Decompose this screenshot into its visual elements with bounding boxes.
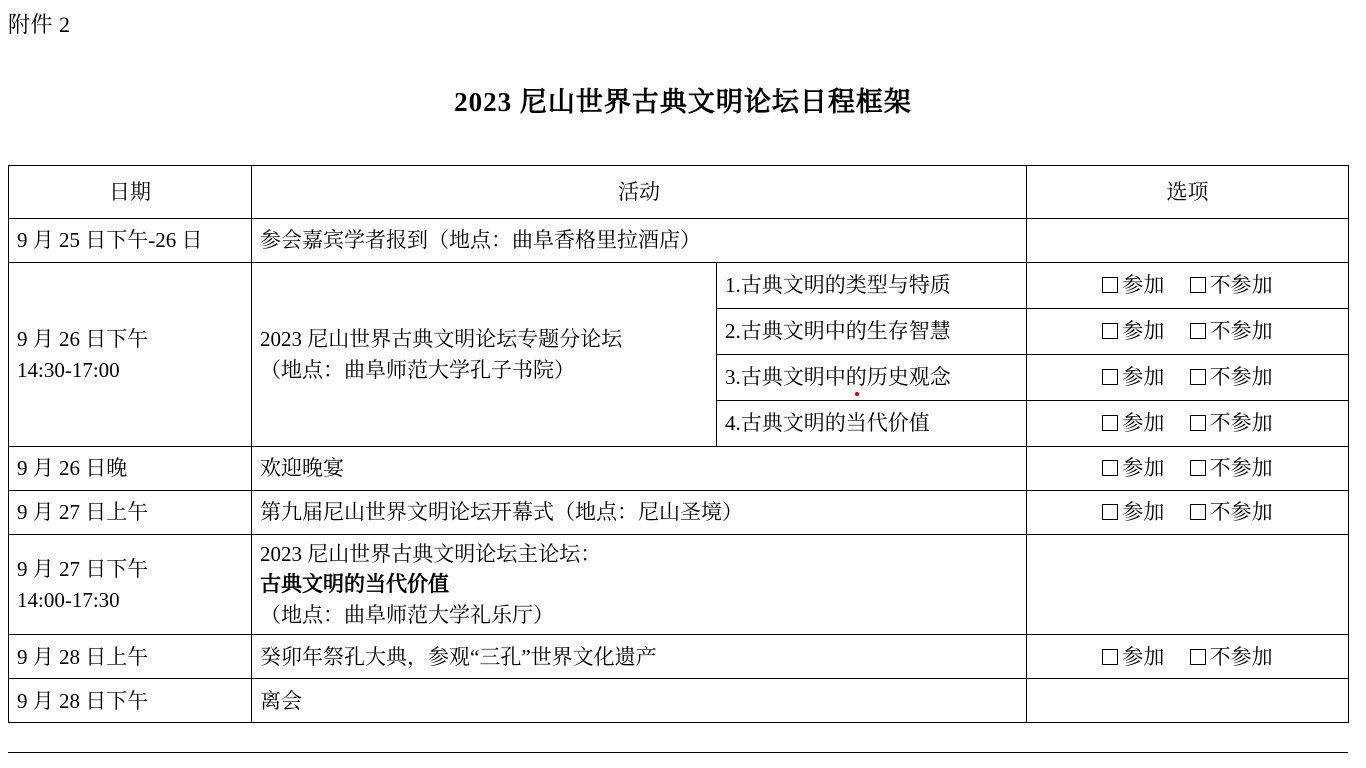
cell-date-line2: 14:00-17:30 <box>17 587 120 612</box>
cell-date <box>9 263 252 447</box>
option-not-attend[interactable] <box>1190 316 1273 346</box>
option-not-attend[interactable] <box>1190 270 1273 300</box>
cell-activity: 参会嘉宾学者报到（地点：曲阜香格里拉酒店） <box>252 219 1027 263</box>
cell-date-line2: 14:30-17:00 <box>17 357 120 382</box>
cell-activity <box>252 263 717 447</box>
option-attend[interactable] <box>1102 316 1164 346</box>
option-attend-label: 参加 <box>1122 273 1165 298</box>
option-attend[interactable] <box>1102 408 1164 438</box>
option-attend[interactable] <box>1102 270 1164 300</box>
cell-activity: 癸卯年祭孔大典，参观“三孔”世界文化遗产 <box>252 635 1027 679</box>
table-row <box>9 535 1349 635</box>
cell-activity: 第九届尼山世界文明论坛开幕式（地点：尼山圣境） <box>252 491 1027 535</box>
cell-activity: 欢迎晚宴 <box>252 447 1027 491</box>
cell-option <box>1027 447 1349 491</box>
checkbox-icon[interactable] <box>1102 369 1118 385</box>
cell-activity <box>252 535 1027 635</box>
cell-option <box>1027 355 1349 401</box>
cell-activity-line1 <box>260 539 1018 600</box>
cell-date: 9 月 28 日下午 <box>9 679 252 723</box>
checkbox-icon[interactable] <box>1102 277 1118 293</box>
cell-date: 9 月 25 日下午-26 日 <box>9 219 252 263</box>
option-attend[interactable] <box>1102 642 1164 672</box>
cell-date: 9 月 27 日上午 <box>9 491 252 535</box>
option-not-attend-label: 不参加 <box>1209 456 1273 481</box>
cell-subitem-text: 3.古典文明中的历史观念 <box>725 365 951 390</box>
option-not-attend[interactable] <box>1190 497 1273 527</box>
table-header-row <box>9 166 1349 219</box>
cell-date <box>9 535 252 635</box>
cell-option <box>1027 309 1349 355</box>
option-attend[interactable] <box>1102 497 1164 527</box>
table-row <box>9 447 1349 491</box>
page-bottom-rule <box>8 752 1348 753</box>
option-not-attend[interactable] <box>1190 362 1273 392</box>
option-attend-label: 参加 <box>1122 500 1165 525</box>
option-not-attend-label: 不参加 <box>1209 411 1273 436</box>
checkbox-icon[interactable] <box>1102 504 1118 520</box>
option-not-attend-label: 不参加 <box>1209 500 1273 525</box>
option-attend-label: 参加 <box>1122 644 1165 669</box>
cell-option <box>1027 263 1349 309</box>
option-not-attend[interactable] <box>1190 642 1273 672</box>
cell-option <box>1027 401 1349 447</box>
option-not-attend-label: 不参加 <box>1209 319 1273 344</box>
checkbox-icon[interactable] <box>1190 649 1206 665</box>
checkbox-icon[interactable] <box>1190 323 1206 339</box>
cell-activity-line1-bold: 古典文明的当代价值 <box>260 572 449 597</box>
cell-activity-line2: （地点：曲阜师范大学孔子书院） <box>260 357 575 382</box>
option-attend-label: 参加 <box>1122 456 1165 481</box>
checkbox-icon[interactable] <box>1102 323 1118 339</box>
option-not-attend[interactable] <box>1190 453 1273 483</box>
cell-subitem: 1.古典文明的类型与特质 <box>717 263 1027 309</box>
cell-option <box>1027 635 1349 679</box>
annotation-dot-icon <box>855 392 859 396</box>
checkbox-icon[interactable] <box>1190 460 1206 476</box>
checkbox-icon[interactable] <box>1102 649 1118 665</box>
option-not-attend-label: 不参加 <box>1209 365 1273 390</box>
checkbox-icon[interactable] <box>1190 277 1206 293</box>
cell-date: 9 月 28 日上午 <box>9 635 252 679</box>
option-not-attend-label: 不参加 <box>1209 273 1273 298</box>
checkbox-icon[interactable] <box>1190 504 1206 520</box>
cell-subitem <box>717 355 1027 401</box>
table-row <box>9 219 1349 263</box>
column-header-option: 选项 <box>1027 166 1349 219</box>
checkbox-icon[interactable] <box>1190 369 1206 385</box>
column-header-activity: 活动 <box>252 166 1027 219</box>
table-row <box>9 679 1349 723</box>
schedule-table <box>8 165 1349 723</box>
attachment-label: 附件 2 <box>8 12 71 37</box>
option-attend-label: 参加 <box>1122 411 1165 436</box>
checkbox-icon[interactable] <box>1190 415 1206 431</box>
table-row <box>9 635 1349 679</box>
cell-subitem: 4.古典文明的当代价值 <box>717 401 1027 447</box>
cell-activity-line1: 2023 尼山世界古典文明论坛专题分论坛 <box>260 327 623 352</box>
cell-option <box>1027 491 1349 535</box>
cell-subitem: 2.古典文明中的生存智慧 <box>717 309 1027 355</box>
option-attend-label: 参加 <box>1122 319 1165 344</box>
checkbox-icon[interactable] <box>1102 415 1118 431</box>
cell-option-empty <box>1027 679 1349 723</box>
checkbox-icon[interactable] <box>1102 460 1118 476</box>
option-not-attend-label: 不参加 <box>1209 644 1273 669</box>
option-not-attend[interactable] <box>1190 408 1273 438</box>
cell-option-empty <box>1027 219 1349 263</box>
schedule-table-container <box>8 165 1348 723</box>
cell-date-line1: 9 月 26 日下午 <box>17 327 149 352</box>
page-title: 2023 尼山世界古典文明论坛日程框架 <box>454 87 912 117</box>
option-attend-label: 参加 <box>1122 365 1165 390</box>
cell-activity-line2: （地点：曲阜师范大学礼乐厅） <box>260 602 554 627</box>
cell-date: 9 月 26 日晚 <box>9 447 252 491</box>
column-header-date: 日期 <box>9 166 252 219</box>
table-row <box>9 491 1349 535</box>
cell-activity: 离会 <box>252 679 1027 723</box>
table-row <box>9 263 1349 309</box>
option-attend[interactable] <box>1102 362 1164 392</box>
cell-date-line1: 9 月 27 日下午 <box>17 557 149 582</box>
option-attend[interactable] <box>1102 453 1164 483</box>
cell-option-empty <box>1027 535 1349 635</box>
cell-activity-line1-normal: 2023 尼山世界古典文明论坛主论坛： <box>260 542 602 566</box>
